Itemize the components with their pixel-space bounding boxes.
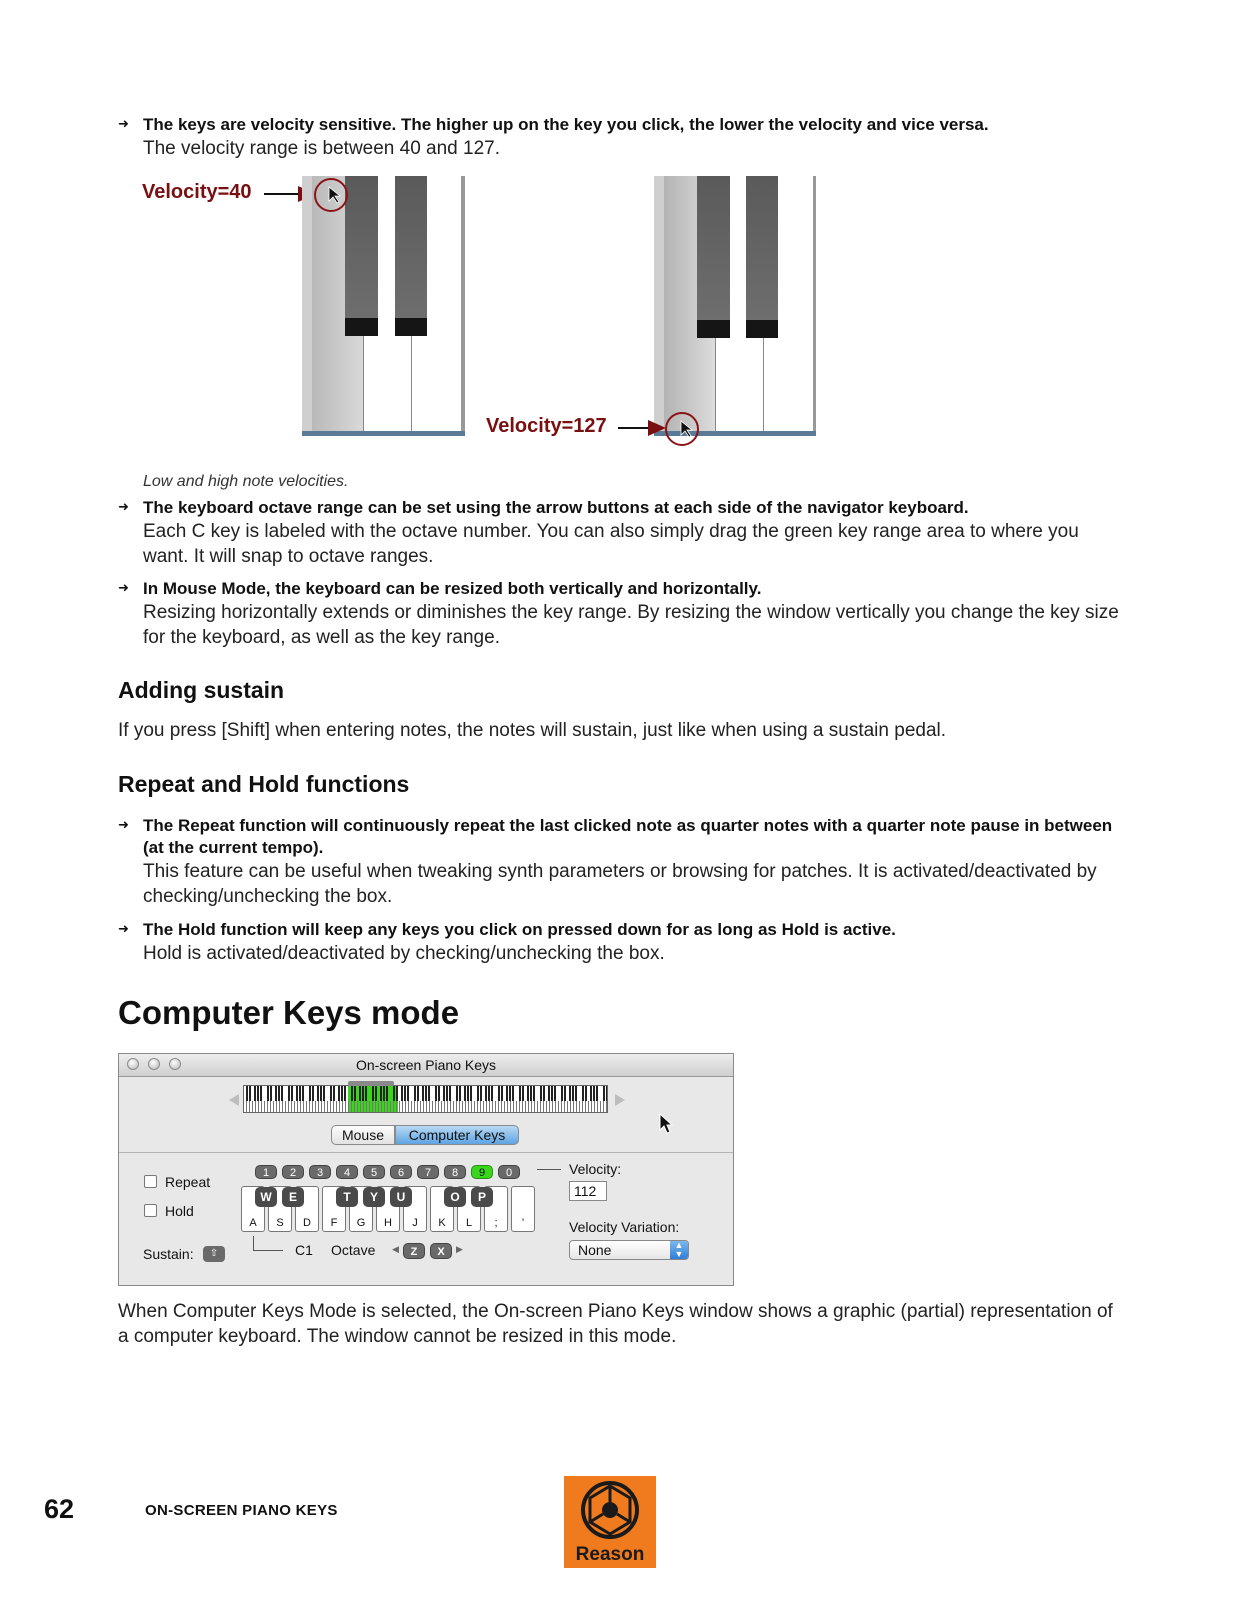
black-key-y[interactable]: Y [363, 1187, 385, 1207]
octave-key-0[interactable]: 0 [498, 1165, 520, 1179]
navigator-keyboard[interactable] [243, 1085, 608, 1113]
octave-up-key[interactable]: X [430, 1243, 452, 1259]
sustain-label: Sustain: [143, 1246, 194, 1262]
white-key-label: H [384, 1217, 392, 1229]
mouse-pointer-icon [657, 1112, 677, 1136]
repeat-checkbox[interactable] [144, 1175, 157, 1188]
footer-section-title: ON-SCREEN PIANO KEYS [145, 1502, 338, 1519]
white-key-label: J [412, 1217, 418, 1229]
bullet-body: Hold is activated/deactivated by checking/unchecking the box. [143, 943, 665, 964]
velocity-high-circle-icon [663, 410, 703, 450]
repeat-label: Repeat [165, 1174, 211, 1190]
black-key-u[interactable]: U [390, 1187, 412, 1207]
white-key-quote[interactable] [511, 1186, 535, 1232]
white-key-label: L [465, 1217, 473, 1229]
velocity-high-label: Velocity=127 [486, 415, 607, 437]
keyboard-image-high [654, 176, 816, 436]
bullet-arrow-icon: ➜ [118, 921, 129, 936]
black-key-w[interactable]: W [255, 1187, 277, 1207]
bullet-body: Each C key is labeled with the octave number. You can also simply drag the green key range area to where you want. It will snap to octave ranges. [143, 521, 1079, 567]
divider [119, 1152, 733, 1153]
bullet-arrow-icon: ➜ [118, 499, 129, 514]
octave-up-arrow-icon: ▶ [456, 1244, 463, 1254]
page-number: 62 [44, 1494, 75, 1524]
octave-key-1[interactable]: 1 [255, 1165, 277, 1179]
velocity-low-circle-icon [312, 176, 352, 216]
velocity-variation-select[interactable] [569, 1240, 689, 1260]
white-key-label: ; [494, 1217, 498, 1229]
connector-line [537, 1169, 561, 1170]
velocity-label: Velocity: [569, 1161, 622, 1177]
octave-key-4[interactable]: 4 [336, 1165, 358, 1179]
reason-logo-icon [580, 1480, 640, 1540]
octave-note-label: C1 [295, 1242, 313, 1258]
computer-keys-text: When Computer Keys Mode is selected, the On-screen Piano Keys window shows a graphic (partial) representation of a computer keyboard. The window cannot be resized in this mode. [118, 1301, 1113, 1347]
black-key-t[interactable]: T [336, 1187, 358, 1207]
white-key-label: K [438, 1217, 446, 1229]
white-key-label: F [330, 1217, 338, 1229]
figure-caption: Low and high note velocities. [143, 473, 349, 490]
select-stepper-icon: ▲ ▼ [670, 1241, 688, 1259]
bullet-arrow-icon: ➜ [118, 580, 129, 595]
black-key-o[interactable]: O [444, 1187, 466, 1207]
velocity-low-label: Velocity=40 [142, 181, 252, 203]
window-title: On-screen Piano Keys [355, 1057, 497, 1073]
octave-key-3[interactable]: 3 [309, 1165, 331, 1179]
bullet-resize [118, 578, 1128, 650]
sustain-text: If you press [Shift] when entering notes, the notes will sustain, just like when using a sustain pedal. [118, 720, 947, 741]
white-key-label: D [303, 1217, 311, 1229]
connector-line [253, 1250, 283, 1251]
octave-key-9-active[interactable]: 9 [471, 1165, 493, 1179]
heading-computer-keys-mode: Computer Keys mode [118, 994, 460, 1031]
bullet-velocity [118, 114, 1128, 161]
bullet-arrow-icon: ➜ [118, 116, 129, 131]
hold-checkbox[interactable] [144, 1204, 157, 1217]
navigator-black-keys [244, 1086, 607, 1101]
velocity-variation-value: None [578, 1242, 612, 1258]
bullet-body: The velocity range is between 40 and 127. [143, 138, 501, 159]
octave-key-8[interactable]: 8 [444, 1165, 466, 1179]
velocity-input[interactable]: 112 [569, 1181, 607, 1201]
bullet-arrow-icon: ➜ [118, 817, 129, 832]
bullet-repeat [118, 815, 1128, 909]
bullet-octave-range [118, 497, 1128, 569]
octave-key-2[interactable]: 2 [282, 1165, 304, 1179]
octave-key-7[interactable]: 7 [417, 1165, 439, 1179]
heading-adding-sustain: Adding sustain [118, 677, 285, 703]
bullet-lead: In Mouse Mode, the keyboard can be resized both vertically and horizontally. [143, 579, 762, 598]
bullet-lead: The keys are velocity sensitive. The higher up on the key you click, the lower the velocity and vice versa. [143, 115, 989, 134]
white-key-label: G [356, 1217, 366, 1229]
bullet-body: Resizing horizontally extends or diminishes the key range. By resizing the window vertically you change the key size for the keyboard, as well as the key range. [143, 602, 1119, 648]
octave-key-6[interactable]: 6 [390, 1165, 412, 1179]
white-key-label: ' [521, 1217, 525, 1229]
reason-logo [564, 1476, 656, 1568]
bullet-lead: The keyboard octave range can be set using the arrow buttons at each side of the navigator keyboard. [143, 498, 969, 517]
black-key-p[interactable]: P [471, 1187, 493, 1207]
octave-right-arrow-icon[interactable] [609, 1084, 629, 1114]
velocity-variation-label: Velocity Variation: [569, 1219, 680, 1235]
octave-label: Octave [331, 1242, 376, 1258]
piano-keys-window [118, 1053, 734, 1286]
hold-label: Hold [165, 1203, 194, 1219]
navigator-white-keys [244, 1101, 607, 1112]
octave-down-key[interactable]: Z [403, 1243, 425, 1259]
reason-logo-text: Reason [575, 1544, 645, 1565]
shift-key-icon: ⇧ [203, 1246, 225, 1262]
white-key-label: A [249, 1217, 257, 1229]
octave-key-5[interactable]: 5 [363, 1165, 385, 1179]
bullet-body: This feature can be useful when tweaking synth parameters or browsing for patches. It is activated/deactivated by checking/unchecking the box. [143, 861, 1097, 907]
bullet-lead: The Repeat function will continuously repeat the last clicked note as quarter notes with a quarter note pause in between (at the current tempo). [143, 816, 1113, 857]
black-key-e[interactable]: E [282, 1187, 304, 1207]
mode-mouse-button[interactable]: Mouse [331, 1125, 395, 1145]
bullet-lead: The Hold function will keep any keys you click on pressed down for as long as Hold is active. [143, 920, 896, 939]
bullet-hold [118, 919, 1128, 966]
mode-computer-keys-button[interactable]: Computer Keys [395, 1125, 519, 1145]
octave-down-arrow-icon: ◀ [392, 1244, 399, 1254]
heading-repeat-hold: Repeat and Hold functions [118, 771, 410, 797]
white-key-label: S [276, 1217, 284, 1229]
connector-line [253, 1236, 254, 1250]
window-titlebar [119, 1054, 733, 1077]
